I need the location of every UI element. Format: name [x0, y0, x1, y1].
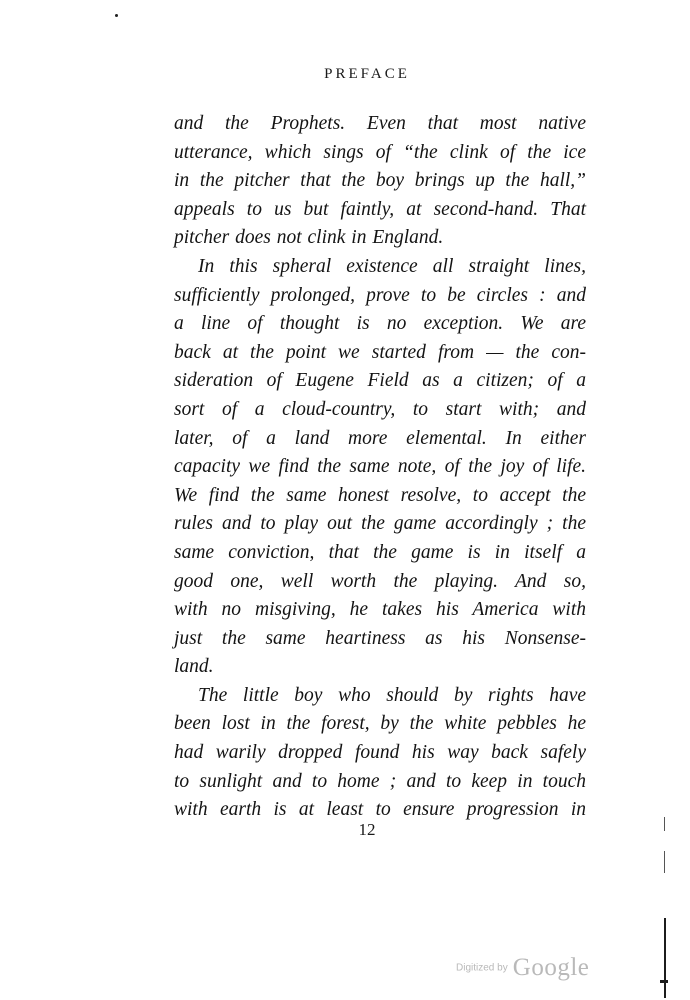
text-line: had warily dropped found his way back safely [174, 742, 586, 764]
text-line: good one, well worth the playing. And so, [174, 570, 586, 592]
text-line: land. [174, 656, 214, 678]
text-line: to sunlight and to home ; and to keep in touch [174, 770, 586, 792]
text-line: and the Prophets. Even that most native [174, 113, 586, 134]
watermark-brand: Google [512, 954, 590, 981]
text-line: The little boy who should by rights have [198, 684, 586, 706]
page-edge-mark [664, 851, 665, 873]
text-line: sideration of Eugene Field as a citizen; of a [174, 370, 586, 392]
text-line: rules and to play out the game accordingly ; the [174, 513, 586, 535]
text-line: with earth is at least to ensure progression in [174, 799, 586, 821]
page-edge-mark [664, 817, 665, 831]
text-line: sort of a cloud-country, to start with; and [174, 398, 586, 420]
body-text [174, 110, 586, 825]
page-edge-mark [660, 980, 668, 983]
page-number: 12 [358, 820, 376, 839]
text-line: sufficiently prolonged, prove to be circles : and [174, 284, 586, 306]
text-line: In this spheral existence all straight lines, [198, 255, 586, 277]
text-line: appeals to us but faintly, at second-hand. That [174, 198, 586, 220]
text-line: utterance, which sings of “the clink of the ice [174, 141, 586, 163]
text-line: same conviction, that the game is in itself a [174, 541, 586, 563]
page-edge-mark [664, 918, 666, 998]
text-line: with no misgiving, he takes his America with [174, 599, 586, 621]
text-line: in the pitcher that the boy brings up the hall,” [174, 170, 586, 192]
watermark-prefix: Digitized by [456, 962, 508, 974]
running-head: PREFACE [324, 66, 410, 82]
digitization-watermark [456, 954, 589, 982]
text-line: capacity we find the same note, of the joy of life. [174, 456, 586, 478]
ink-speck [115, 14, 118, 17]
text-line: pitcher does not clink in England. [174, 227, 444, 249]
text-line: a line of thought is no exception. We are [174, 313, 586, 335]
text-line: We find the same honest resolve, to accept the [174, 484, 586, 506]
text-line: been lost in the forest, by the white pebbles he [174, 713, 586, 735]
text-line: just the same heartiness as his Nonsense- [174, 627, 586, 649]
text-line: later, of a land more elemental. In either [174, 427, 586, 449]
text-line: back at the point we started from — the con- [174, 341, 586, 363]
